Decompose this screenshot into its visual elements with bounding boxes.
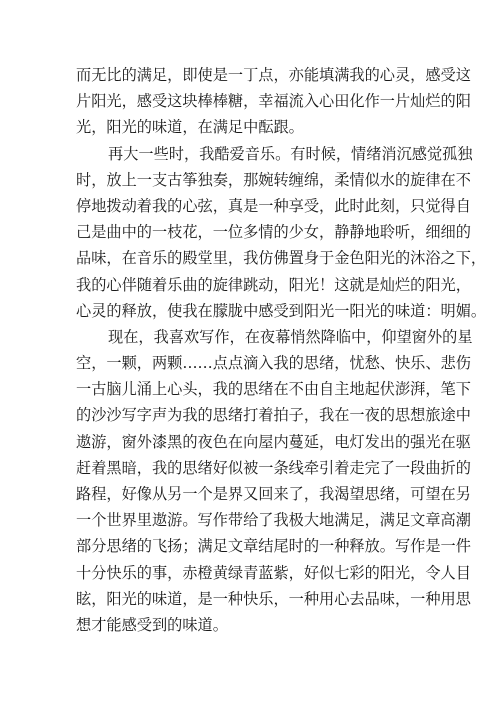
paragraph-2-line-7: 心灵的释放，使我在朦胧中感受到阳光一阳光的味道：明媚。 (76, 301, 487, 320)
paragraph-3-line-7: 路程，好像从另一个是界又回来了，我渴望思绪，可望在另 (76, 485, 471, 503)
paragraph-2-line-6: 我的心伴随着乐曲的旋律跳动，阳光！这就是灿烂的阳光， (76, 275, 471, 294)
paragraph-3-line-9: 部分思绪的飞扬；满足文章结尾时的一种释放。写作是一件 (76, 537, 471, 556)
paragraph-2-line-2: 时，放上一支古筝独奏，那婉转缠绵，柔情似水的旋律在不 (76, 170, 471, 189)
paragraph-1-line-3: 光，阳光的味道，在满足中酝跟。 (76, 118, 304, 137)
paragraph-2-line-1: 再大一些时，我酷爱音乐。有时候，情绪消沉感觉孤独 (108, 144, 473, 163)
paragraph-1-line-1: 而无比的满足，即使是一丁点，亦能填满我的心灵，感受这 (76, 66, 471, 84)
paragraph-3-line-6: 赶着黑暗，我的思绪好似被一条线牵引着走完了一段曲折的 (76, 458, 471, 477)
paragraph-3-line-4: 的沙沙写字声为我的思绪打着拍子，我在一夜的思想旅途中 (76, 406, 471, 425)
paragraph-2-line-4: 己是曲中的一枝花，一位多情的少女，静静地聆听，细细的 (76, 223, 471, 242)
paragraph-3-line-12: 想才能感受到的味道。 (76, 615, 228, 634)
essay-body (76, 62, 487, 638)
paragraph-3-line-3: 一古脑儿涌上心头，我的思绪在不由自主地起伏澎湃，笔下 (76, 380, 471, 399)
paragraph-2-line-3: 停地拨动着我的心弦，真是一种享受，此时此刻，只觉得自 (76, 196, 471, 215)
paragraph-3-line-11: 眩，阳光的味道，是一种快乐，一种用心去品味，一种用思 (76, 589, 471, 608)
paragraph-3-line-8: 一个世界里遨游。写作带给了我极大地满足，满足文章高潮 (76, 511, 471, 530)
paragraph-1-line-2: 片阳光，感受这块棒棒糖，幸福流入心田化作一片灿烂的阳 (76, 92, 471, 111)
paragraph-2-line-5: 品味，在音乐的殿堂里，我仿佛置身于金色阳光的沐浴之下， (76, 249, 487, 268)
paragraph-3-line-2: 空，一颗，两颗……点点滴入我的思绪，忧愁、快乐、悲伤 (76, 354, 471, 373)
paragraph-3-line-1: 现在，我喜欢写作，在夜幕悄然降临中，仰望窗外的星 (108, 327, 473, 346)
paragraph-3-line-10: 十分快乐的事，赤橙黄绿青蓝紫，好似七彩的阳光，令人目 (76, 563, 471, 582)
paragraph-3-line-5: 遨游，窗外漆黑的夜色在向屋内蔓延，电灯发出的强光在驱 (76, 432, 471, 451)
